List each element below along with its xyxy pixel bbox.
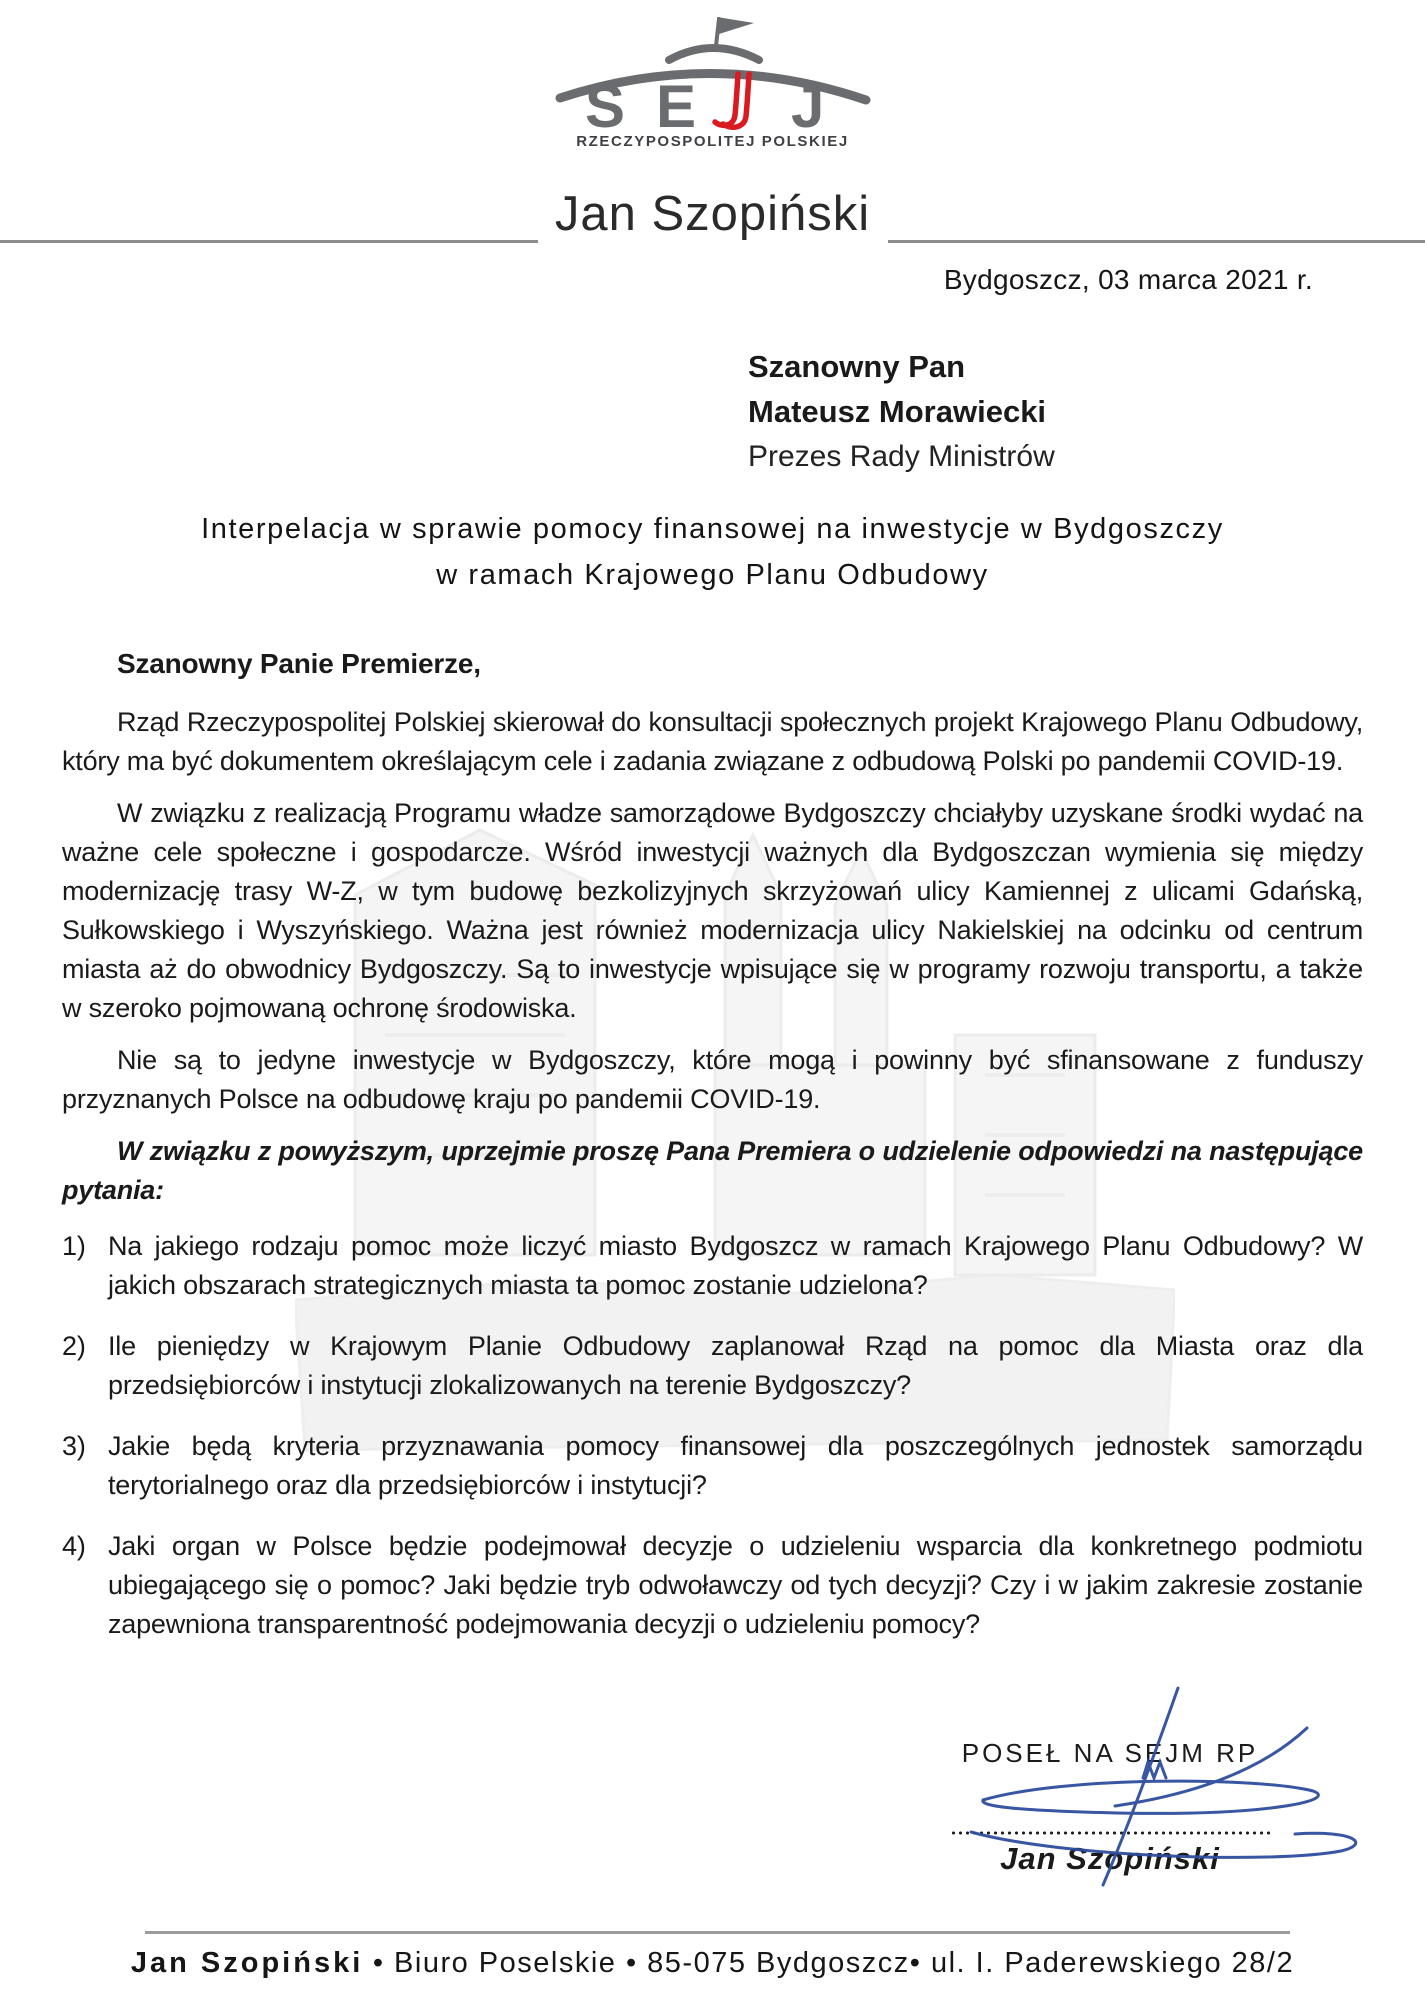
question-2-text: Ile pieniędzy w Krajowym Planie Odbudowy zaplanował Rząd na pomoc dla Miasta oraz dla przedsiębiorców i instytucji zlokalizowanych na terenie Bydgoszczy? xyxy=(108,1331,1363,1400)
question-3 xyxy=(62,1427,1363,1505)
letterhead-rule-right xyxy=(888,240,1425,243)
footer xyxy=(0,1947,1425,1980)
addressee-salutation: Szanowny Pan xyxy=(748,349,966,384)
dateline: Bydgoszcz, 03 marca 2021 r. xyxy=(943,264,1313,295)
question-3-text: Jakie będą kryteria przyznawania pomocy finansowej dla poszczególnych jednostek samorządu terytorialnego oraz dla przedsiębiorców i instytucji? xyxy=(108,1431,1363,1500)
question-1 xyxy=(62,1227,1363,1305)
logo-letter-s: S xyxy=(584,73,625,134)
logo-letter-e: E xyxy=(655,73,696,134)
letterhead-name: Jan Szopiński xyxy=(554,187,871,241)
logo-letter-j-red xyxy=(715,74,749,127)
question-2 xyxy=(62,1327,1363,1405)
signature-role: POSEŁ NA SEJM RP xyxy=(961,1738,1259,1768)
sejm-logo-graphic xyxy=(553,14,873,134)
paragraph-1: Rząd Rzeczypospolitej Polskiej skierował do konsultacji społecznych projekt Krajowego Planu Odbudowy, który ma być dokumentem określającym cele i zadania związane z odbudową Polski po pandemii COVID-19. xyxy=(62,707,1363,776)
paragraph-3: Nie są to jedyne inwestycje w Bydgoszczy, które mogą i powinny być sfinansowane z funduszy przyznanych Polsce na odbudowę kraju po pandemii COVID-19. xyxy=(62,1045,1363,1114)
question-1-text: Na jakiego rodzaju pomoc może liczyć miasto Bydgoszcz w ramach Krajowego Planu Odbudowy? W jakich obszarach strategicznych miasta ta pomoc zostanie udzielona? xyxy=(108,1231,1363,1300)
logo-letter-m: J xyxy=(790,73,824,134)
question-4 xyxy=(62,1527,1363,1644)
question-4-number: 4) xyxy=(62,1531,86,1561)
subject-line-2: w ramach Krajowego Planu Odbudowy xyxy=(436,559,989,591)
subject-title xyxy=(0,506,1425,598)
footer-name: Jan Szopiński xyxy=(130,1947,364,1979)
addressee-title: Prezes Rady Ministrów xyxy=(748,440,1055,473)
sejm-logo xyxy=(553,14,873,134)
question-3-number: 3) xyxy=(62,1431,86,1461)
subject-line-1: Interpelacja w sprawie pomocy finansowej na inwestycje w Bydgoszczy xyxy=(201,513,1224,545)
logo-subtitle: RZECZYPOSPOLITEJ POLSKIEJ xyxy=(576,133,849,150)
footer-rule xyxy=(145,1931,1290,1934)
addressee-name: Mateusz Morawiecki xyxy=(748,394,1047,429)
addressee-block xyxy=(748,344,1055,479)
handwritten-signature xyxy=(935,1680,1380,1898)
paragraph-2: W związku z realizacją Programu władze samorządowe Bydgoszczy chciałyby uzyskane środki wydać na ważne cele społeczne i gospodarcze. Wśród inwestycji ważnych dla Bydgoszczan wymienia się między modernizację trasy W-Z, w tym budowę bezkolizyjnych skrzyżowań ulicy Kamiennej z ulicami Gdańską, Sułkowskiego i Wyszyńskiego. Ważna jest również modernizacja ulicy Nakielskiej na odcinku od centrum miasta aż do obwodnicy Bydgoszczy. Są to inwestycje wpisujące się w programy rozwoju transportu, a także w szeroko pojmowaną ochronę środowiska. xyxy=(62,798,1363,1023)
salutation: Szanowny Panie Premierze, xyxy=(117,648,481,679)
question-2-number: 2) xyxy=(62,1331,86,1361)
letterhead-rule-left xyxy=(0,240,538,243)
letterhead xyxy=(0,186,1425,258)
footer-details: • Biuro Poselskie • 85-075 Bydgoszcz• ul. I. Paderewskiego 28/2 xyxy=(372,1947,1295,1979)
signature-printed-name: Jan Szopiński xyxy=(1000,1841,1220,1876)
question-4-text: Jaki organ w Polsce będzie podejmował decyzje o udzieleniu wsparcia dla konkretnego podmiotu ubiegającego się o pomoc? Jaki będzie tryb odwoławczy od tych decyzji? Czy i w jakim zakresie zostanie zapewniona transparentność podejmowania decyzji o udzieleniu pomocy? xyxy=(108,1531,1363,1639)
question-1-number: 1) xyxy=(62,1231,86,1261)
request-paragraph: W związku z powyższym, uprzejmie proszę Pana Premiera o udzielenie odpowiedzi na następujące pytania: xyxy=(62,1136,1363,1205)
letter-body xyxy=(62,644,1363,1666)
